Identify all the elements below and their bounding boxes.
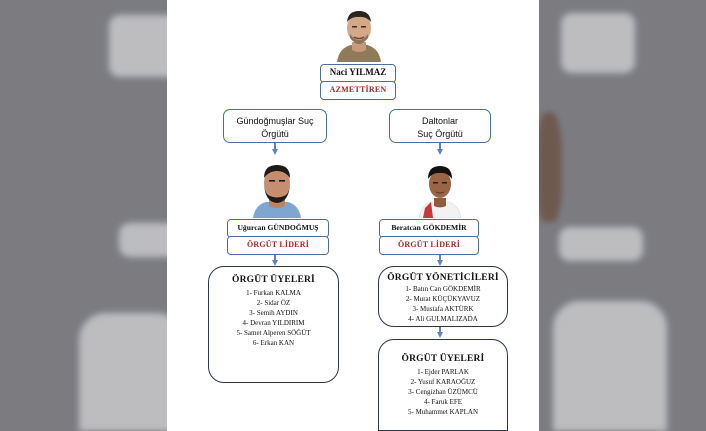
leader-photo (335, 4, 383, 62)
arrow-head (272, 149, 278, 155)
left-org-name-box (223, 109, 327, 143)
list-item: 4- Ali GULMALIZADA (408, 315, 478, 323)
right-members-title: ÖRGÜT ÜYELERİ (401, 354, 485, 364)
leader-name: Naci YILMAZ (329, 67, 387, 77)
right-managers-box (378, 266, 508, 327)
list-item: 3- Semih AYDIN (249, 309, 298, 317)
list-item: 6- Erkan KAN (252, 339, 295, 347)
left-leader-photo (251, 158, 303, 218)
list-item: 5- Muhammet KAPLAN (408, 408, 478, 416)
right-leader-name: Beratcan GÖKDEMİR (391, 223, 467, 232)
arrow-head (437, 332, 443, 338)
org-chart-page (167, 0, 539, 431)
right-leader-role: ÖRGÜT LİDERİ (397, 240, 461, 249)
list-item: 2- Sidar ÖZ (256, 299, 291, 307)
leader-role-box (320, 81, 396, 100)
list-item: 1- Batın Can GÖKDEMİR (405, 285, 481, 293)
right-org-name-line1: Daltonlar (421, 116, 459, 126)
left-leader-role-box (227, 236, 329, 255)
list-item: 2- Murat KÜÇÜKYAVUZ (405, 295, 481, 303)
right-org-name-box (389, 109, 491, 143)
list-item: 2- Yusuf KARAOĞUZ (410, 378, 476, 386)
left-org-name-line1: Gündoğmuşlar Suç (236, 116, 314, 126)
list-item: 1- Furkan KALMA (246, 289, 301, 297)
arrow-head (437, 149, 443, 155)
list-item: 3- Cengizhan ÜZÜMCÜ (408, 388, 478, 396)
right-managers-title: ÖRGÜT YÖNETİCİLERİ (387, 273, 499, 283)
list-item: 4- Devran YILDIRIM (242, 319, 305, 327)
list-item: 1- Ejder PARLAK (417, 368, 469, 376)
right-members-box (378, 339, 508, 431)
left-members-box (208, 266, 339, 383)
right-leader-photo (417, 158, 463, 218)
right-org-name-line2: Suç Örgütü (417, 129, 463, 139)
left-org-name-line2: Örgütü (261, 129, 289, 139)
list-item: 5- Samet Alperen SÖĞÜT (236, 329, 311, 337)
left-leader-name: Uğurcan GÜNDOĞMUŞ (237, 223, 319, 232)
right-leader-role-box (379, 236, 479, 255)
list-item: 3- Mustafa AKTÜRK (412, 305, 474, 313)
list-item: 4- Faruk EFE (423, 398, 463, 406)
leader-role: AZMETTİREN (329, 85, 387, 94)
left-leader-role: ÖRGÜT LİDERİ (246, 240, 310, 249)
left-members-title: ÖRGÜT ÜYELERİ (232, 275, 315, 285)
